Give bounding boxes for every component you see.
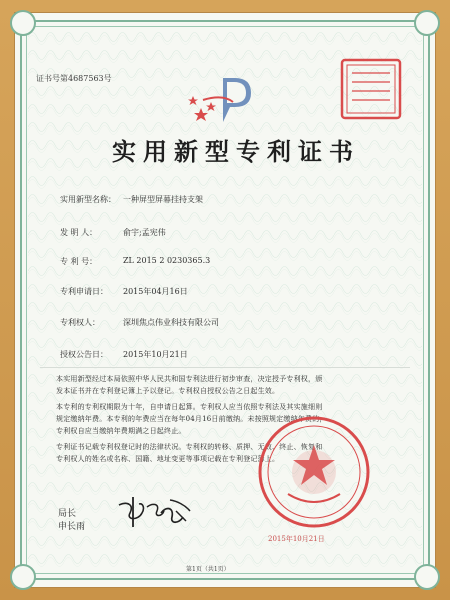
director-name: 申长雨 xyxy=(58,522,86,532)
official-seal xyxy=(256,414,372,530)
page-footer: 第1页（共1页） xyxy=(186,566,230,573)
owner-label: 专利权人： xyxy=(60,318,100,327)
corner-ornament xyxy=(414,564,440,590)
body-line: 规定缴纳年费。本专利的年费应当在每年04月16日前缴纳。未按照规定缴纳年费的， xyxy=(56,415,327,423)
body-line: 本专利的专利权期限为十年，自申请日起算。专利权人应当依照专利法及其实施细则 xyxy=(56,403,323,411)
invention-name-label: 实用新型名称： xyxy=(60,195,116,204)
corner-ornament xyxy=(10,10,36,36)
page-title: 实用新型专利证书 xyxy=(112,137,360,166)
director-title: 局长 xyxy=(58,509,77,519)
grant-date-label: 授权公告日： xyxy=(60,350,108,359)
stamp-icon xyxy=(340,58,402,120)
patent-number-label: 专 利 号： xyxy=(60,257,98,266)
corner-ornament xyxy=(10,564,36,590)
owner-value: 深圳焦点伟业科技有限公司 xyxy=(123,318,219,327)
invention-name-value: 一种屏型屏幕挂持支架 xyxy=(123,195,203,204)
grant-date-value: 2015年10月21日 xyxy=(123,350,188,359)
seal-date: 2015年10月21日 xyxy=(268,535,325,543)
signature xyxy=(116,493,194,535)
body-line: 专利权人的姓名或名称、国籍、地址变更等事项记载在专利登记簿上。 xyxy=(56,455,280,463)
office-logo xyxy=(183,72,267,128)
patent-number-value: ZL 2015 2 0230365.3 xyxy=(123,256,211,265)
application-date-value: 2015年04月16日 xyxy=(123,287,188,296)
body-line: 发本证书并在专利登记簿上予以登记。专利权自授权公告之日起生效。 xyxy=(56,387,280,395)
inventor-label: 发 明 人： xyxy=(60,228,98,237)
corner-ornament xyxy=(414,10,440,36)
inventor-value: 俞宇;孟宪伟 xyxy=(123,228,166,237)
body-line: 专利证书记载专利权登记时的法律状况。专利权的转移、质押、无效、终止、恢复和 xyxy=(56,443,323,451)
application-date-label: 专利申请日： xyxy=(60,287,108,296)
body-line: 专利权自应当缴纳年费期满之日起终止。 xyxy=(56,427,186,435)
body-line: 本实用新型经过本局依照中华人民共和国专利法进行初步审查，决定授予专利权，颁 xyxy=(56,375,323,383)
separator xyxy=(40,367,410,368)
certificate-number: 证书号第4687563号 xyxy=(36,74,112,83)
